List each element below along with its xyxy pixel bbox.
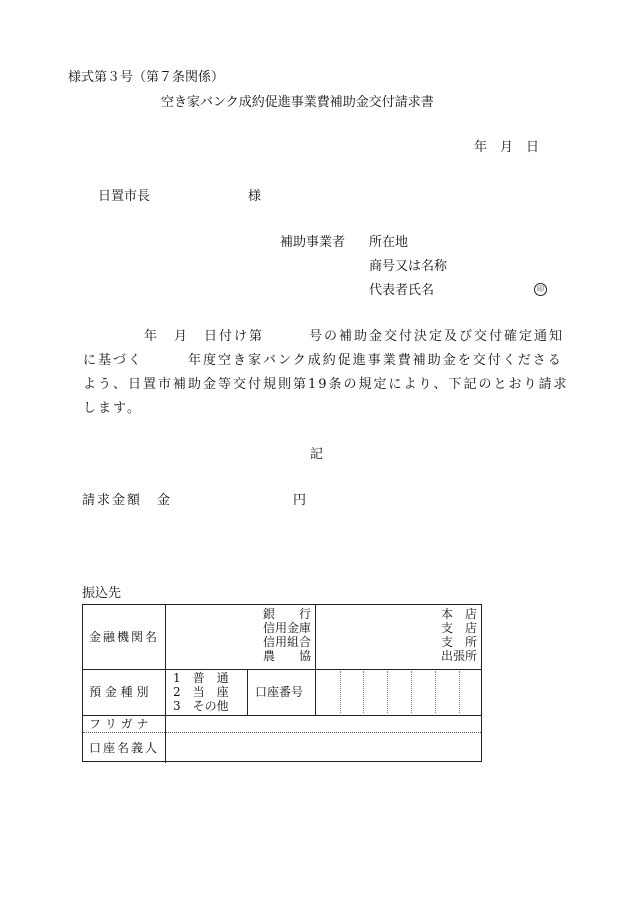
furigana-label: フ リ ガ ナ (89, 717, 149, 731)
deposit-type-toza: 2 当 座 (173, 685, 229, 699)
deposit-types (173, 671, 229, 713)
business-name-label: 商号又は名称 (369, 259, 448, 274)
account-number-divider (315, 669, 316, 715)
digit-divider (411, 671, 412, 713)
branch-type-shiten: 支 店 (440, 621, 477, 635)
digit-divider (363, 671, 364, 713)
table-row-divider (83, 669, 481, 670)
addressee-honorific: 様 (248, 189, 262, 204)
branch-types (413, 607, 477, 663)
digit-divider (387, 671, 388, 713)
deposit-type-label: 預 金 種 別 (89, 685, 149, 699)
institution-label: 金融機関名 (89, 630, 160, 644)
transfer-label: 振込先 (82, 586, 122, 601)
digit-divider (435, 671, 436, 713)
body-line-2: に基づく 年度空き家バンク成約促進事業費補助金を交付くださる (83, 353, 563, 368)
form-number: 様式第３号（第７条関係） (68, 70, 225, 85)
date-line: 年 月 日 (474, 140, 540, 155)
account-number-label: 口座番号 (255, 685, 304, 699)
body-line-1: 年 月 日付け第 号の補助金交付決定及び交付確定通知 (144, 329, 565, 344)
amount-unit: 円 (293, 493, 307, 508)
digit-divider (459, 671, 460, 713)
body-line-4: します。 (83, 401, 142, 416)
ki-heading: 記 (310, 447, 324, 462)
institution-branch-divider (315, 605, 316, 669)
representative-label: 代表者氏名 (369, 283, 435, 298)
amount-prefix: 金 (157, 493, 171, 508)
body-line-3: よう、日置市補助金等交付規則第19条の規定により、下記のとおり請求 (83, 377, 569, 392)
address-label: 所在地 (369, 235, 409, 250)
institution-type-nokyo: 農 協 (262, 649, 311, 663)
bank-account-table (82, 604, 482, 762)
branch-type-honten: 本 店 (440, 607, 477, 621)
deposit-type-divider (247, 669, 248, 715)
table-row-divider (83, 715, 481, 716)
digit-divider (340, 671, 341, 713)
branch-type-shucchojo: 出張所 (440, 649, 477, 663)
label-column-divider (165, 605, 166, 763)
addressee-name: 日置市長 (98, 189, 151, 204)
institution-types (243, 607, 311, 663)
institution-type-kumiai: 信用組合 (262, 635, 311, 649)
document-title: 空き家バンク成約促進事業費補助金交付請求書 (161, 95, 434, 110)
seal-mark: 印 (534, 283, 547, 296)
institution-type-shinkin: 信用金庫 (262, 621, 311, 635)
deposit-type-futsu: 1 普 通 (173, 671, 229, 685)
branch-type-shisho: 支 所 (440, 635, 477, 649)
account-holder-label: 口座名義人 (89, 741, 160, 755)
institution-type-bank: 銀 行 (262, 607, 311, 621)
applicant-role-label: 補助事業者 (280, 235, 346, 250)
amount-label: 請求金額 (82, 493, 143, 508)
furigana-divider (83, 732, 481, 733)
deposit-type-other: 3 その他 (173, 699, 229, 713)
